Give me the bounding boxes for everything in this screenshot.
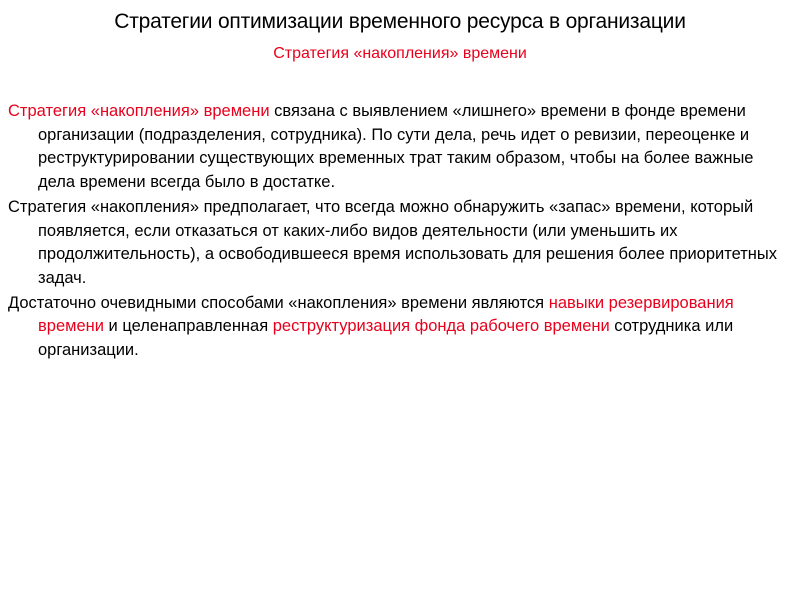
highlight-term: реструктуризация фонда рабочего времени [272, 317, 610, 336]
paragraph-text: Стратегия «накопления» предполагает, что всегда можно обнаружить «запас» времени, который появляется, если отказаться от каких-либо видов деятельности (или уменьшить их продолжительность), а освободившееся время использовать для решения более приоритетных задач. [8, 197, 778, 287]
highlight-term: Стратегия «накопления» времени [8, 102, 270, 120]
paragraph-text: связана с выявлением «лишнего» времени в фонде времени организации (подразделения, сотрудника). По сути дела, речь идет о ревизии, переоценке и реструктурировании существующих временных трат таким образом, чтобы на более важные дела времени всегда было в достатке. [38, 102, 754, 192]
slide-body [8, 100, 788, 364]
paragraph-text: сотрудника или организации. [38, 317, 734, 360]
paragraph-3 [8, 292, 788, 363]
paragraph-1 [8, 100, 788, 195]
paragraph-text: Достаточно очевидными способами «накопления» времени являются [8, 293, 549, 312]
slide-subtitle: Стратегия «накопления» времени [273, 45, 527, 62]
highlight-term: навыки резервирования времени [38, 293, 734, 336]
slide-title: Стратегии оптимизации временного ресурса в организации [114, 10, 686, 33]
paragraph-2 [8, 196, 788, 291]
paragraph-text: и целенаправленная [103, 317, 273, 336]
